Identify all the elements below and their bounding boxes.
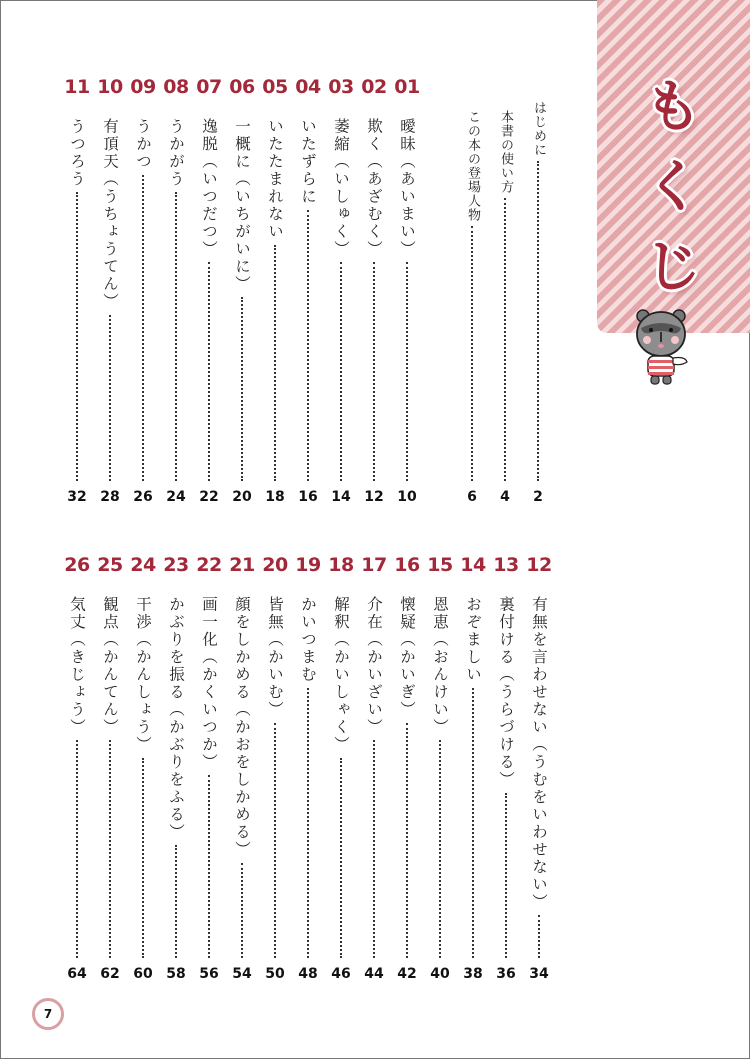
toc-entry-label: 萎縮（いしゅく）	[332, 118, 350, 258]
leader-dots	[406, 262, 408, 481]
toc-page-number: 34	[529, 966, 549, 982]
leader-dots	[307, 688, 309, 959]
leader-dots	[208, 262, 210, 481]
entry-number: 21	[229, 554, 255, 576]
entry-number: 20	[262, 554, 288, 576]
toc-entry-label: 解釈（かいしゃく）	[332, 596, 350, 754]
toc-entry[interactable]	[263, 118, 287, 481]
entry-number: 14	[460, 554, 486, 576]
toc-page-number: 4	[500, 489, 510, 505]
leader-dots	[175, 845, 177, 958]
toc-page-number: 22	[199, 489, 219, 505]
toc-entry[interactable]	[395, 596, 419, 958]
leader-dots	[109, 315, 111, 482]
entry-number: 15	[427, 554, 453, 576]
toc-entry[interactable]	[329, 118, 353, 481]
toc-entry[interactable]	[98, 596, 122, 958]
toc-entry-label: かぶりを振る（かぶりをふる）	[167, 596, 185, 841]
entry-number: 10	[97, 76, 123, 98]
toc-entry-label: 顔をしかめる（かおをしかめる）	[233, 596, 251, 859]
toc-entry-label: 観点（かんてん）	[101, 596, 119, 736]
toc-entry[interactable]	[164, 596, 188, 958]
toc-page-number: 26	[133, 489, 153, 505]
entry-number: 26	[64, 554, 90, 576]
toc-page-number: 62	[100, 966, 120, 982]
title-char: く	[645, 155, 701, 220]
leader-dots	[340, 262, 342, 481]
leader-dots	[439, 740, 441, 958]
toc-entry-label: 一概に（いちがいに）	[233, 118, 251, 293]
entry-number: 11	[64, 76, 90, 98]
leader-dots	[274, 723, 276, 959]
toc-page-number: 2	[533, 489, 543, 505]
toc-page-number: 10	[397, 489, 417, 505]
entry-number: 19	[295, 554, 321, 576]
toc-page-number: 18	[265, 489, 285, 505]
entry-number: 24	[130, 554, 156, 576]
leader-dots	[142, 175, 144, 482]
toc-entry-label: かいつまむ	[299, 596, 317, 684]
toc-page-number: 48	[298, 966, 318, 982]
entry-number: 07	[196, 76, 222, 98]
toc-entry[interactable]	[98, 118, 122, 481]
leader-dots	[538, 915, 540, 958]
toc-page-number: 58	[166, 966, 186, 982]
entry-number: 03	[328, 76, 354, 98]
toc-page-number: 56	[199, 966, 219, 982]
leader-dots	[142, 758, 144, 959]
entry-number: 06	[229, 76, 255, 98]
entry-number: 08	[163, 76, 189, 98]
toc-entry-label: 干渉（かんしょう）	[134, 596, 152, 754]
toc-entry[interactable]	[263, 596, 287, 958]
leader-dots	[373, 740, 375, 958]
entry-number: 01	[394, 76, 420, 98]
toc-page-number: 36	[496, 966, 516, 982]
entry-number: 16	[394, 554, 420, 576]
toc-page-number: 54	[232, 966, 252, 982]
toc-page-number: 12	[364, 489, 384, 505]
toc-page-number: 32	[67, 489, 87, 505]
leader-dots	[340, 758, 342, 959]
leader-dots	[373, 262, 375, 481]
toc-page-number: 38	[463, 966, 483, 982]
leader-dots	[471, 226, 473, 481]
toc-page-number: 6	[467, 489, 477, 505]
toc-entry[interactable]	[197, 118, 221, 481]
toc-entry-label: 皆無（かいむ）	[266, 596, 284, 719]
toc-intro-item[interactable]	[526, 101, 550, 481]
toc-entry-label: うつろう	[68, 118, 86, 188]
toc-entry[interactable]	[197, 596, 221, 958]
title-char: じ	[645, 235, 701, 300]
toc-intro-item[interactable]	[460, 110, 484, 481]
toc-entry[interactable]	[230, 596, 254, 958]
toc-page-number: 50	[265, 966, 285, 982]
leader-dots	[241, 297, 243, 481]
toc-entry-label: おぞましい	[464, 596, 482, 684]
toc-page-number: 60	[133, 966, 153, 982]
toc-entry-label: 画一化（かくいつか）	[200, 596, 218, 771]
leader-dots	[208, 775, 210, 958]
entry-number: 23	[163, 554, 189, 576]
toc-page-number: 28	[100, 489, 120, 505]
leader-dots	[76, 740, 78, 958]
raccoon-mascot-icon	[633, 306, 689, 388]
toc-entry[interactable]	[296, 118, 320, 481]
leader-dots	[241, 863, 243, 959]
toc-entry[interactable]	[164, 118, 188, 481]
entry-number: 18	[328, 554, 354, 576]
toc-entry-label: 裏付ける（うらづける）	[497, 596, 515, 789]
toc-page-number: 42	[397, 966, 417, 982]
toc-page-number: 46	[331, 966, 351, 982]
toc-entry[interactable]	[131, 118, 155, 481]
toc-page-number: 14	[331, 489, 351, 505]
toc-entry[interactable]	[329, 596, 353, 958]
toc-item-label: この本の登場人物	[465, 110, 480, 222]
entry-number: 09	[130, 76, 156, 98]
entry-number: 04	[295, 76, 321, 98]
toc-entry-label: 有頂天（うちょうてん）	[101, 118, 119, 311]
toc-entry[interactable]	[461, 596, 485, 958]
toc-entry[interactable]	[527, 596, 551, 958]
entry-number: 17	[361, 554, 387, 576]
title-char: も	[645, 75, 701, 140]
toc-entry-label: 欺く（あざむく）	[365, 118, 383, 258]
leader-dots	[109, 740, 111, 958]
entry-number: 22	[196, 554, 222, 576]
toc-entry-label: 介在（かいざい）	[365, 596, 383, 736]
toc-entry-label: 逸脱（いつだつ）	[200, 118, 218, 258]
entry-number: 05	[262, 76, 288, 98]
toc-item-label: 本書の使い方	[498, 110, 513, 194]
toc-entry-label: いたずらに	[299, 118, 317, 206]
toc-page-number: 64	[67, 966, 87, 982]
toc-entry-label: うかがう	[167, 118, 185, 188]
toc-page-number: 44	[364, 966, 384, 982]
toc-page-number: 40	[430, 966, 450, 982]
toc-entry[interactable]	[296, 596, 320, 958]
toc-entry-label: うかつ	[134, 118, 152, 171]
toc-entry-label: 気丈（きじょう）	[68, 596, 86, 736]
toc-entry-label: 曖昧（あいまい）	[398, 118, 416, 258]
entry-number: 02	[361, 76, 387, 98]
leader-dots	[537, 161, 539, 481]
folio-page-number: 7	[32, 998, 64, 1030]
toc-entry-label: 有無を言わせない（うむをいわせない）	[530, 596, 548, 911]
toc-entry[interactable]	[65, 118, 89, 481]
leader-dots	[406, 723, 408, 959]
toc-entry[interactable]	[362, 118, 386, 481]
entry-number: 12	[526, 554, 552, 576]
toc-page-number: 20	[232, 489, 252, 505]
leader-dots	[505, 793, 507, 959]
leader-dots	[175, 192, 177, 481]
entry-number: 25	[97, 554, 123, 576]
toc-page-number: 24	[166, 489, 186, 505]
toc-intro-item[interactable]	[493, 110, 517, 481]
toc-page-number: 16	[298, 489, 318, 505]
toc-entry[interactable]	[428, 596, 452, 958]
toc-entry[interactable]	[131, 596, 155, 958]
toc-entry[interactable]	[362, 596, 386, 958]
toc-item-label: はじめに	[531, 101, 546, 157]
toc-entry-label: いたたまれない	[266, 118, 284, 241]
entry-number: 13	[493, 554, 519, 576]
toc-entry[interactable]	[395, 118, 419, 481]
toc-entry[interactable]	[494, 596, 518, 958]
toc-entry-label: 懐疑（かいぎ）	[398, 596, 416, 719]
leader-dots	[307, 210, 309, 482]
toc-entry-label: 恩恵（おんけい）	[431, 596, 449, 736]
leader-dots	[76, 192, 78, 481]
leader-dots	[274, 245, 276, 482]
toc-entry[interactable]	[65, 596, 89, 958]
page-title	[628, 75, 718, 300]
toc-entry[interactable]	[230, 118, 254, 481]
leader-dots	[472, 688, 474, 959]
leader-dots	[504, 198, 506, 481]
